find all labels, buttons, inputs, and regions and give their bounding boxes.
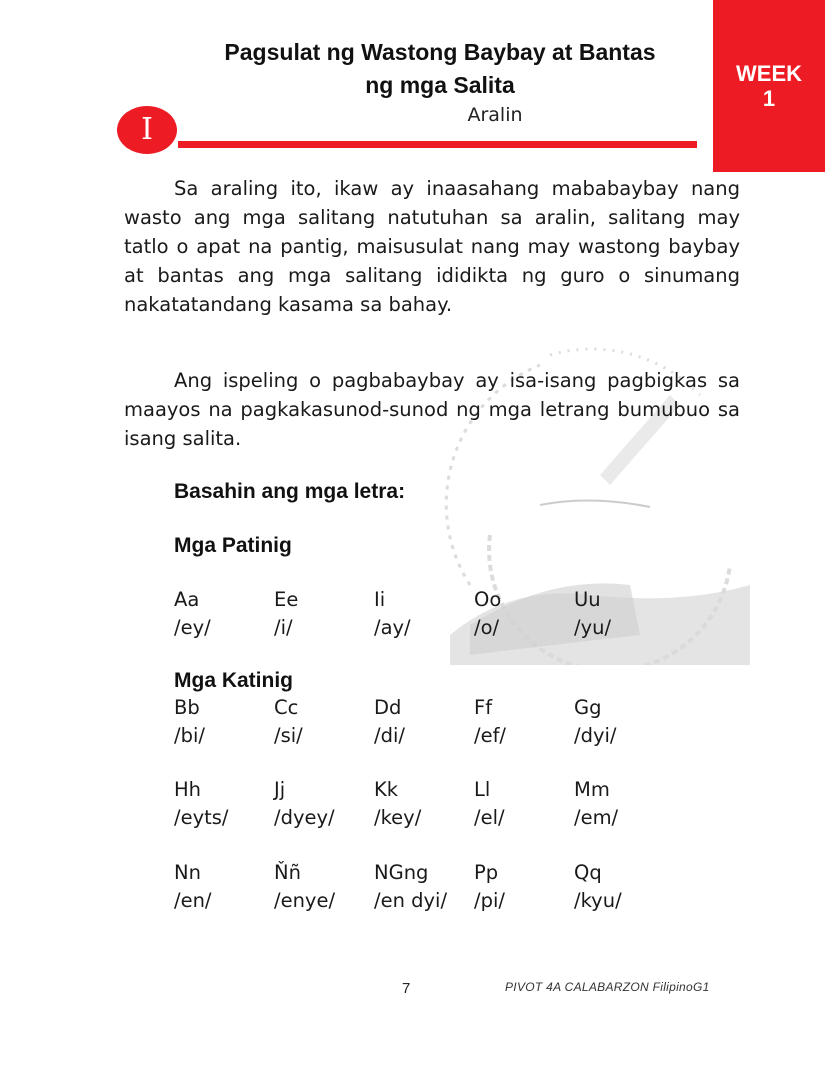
section-marker: I (117, 106, 177, 154)
consonant-sound: /em/ (574, 806, 619, 829)
consonant-sound: /kyu/ (574, 889, 622, 912)
definition-paragraph: Ang ispeling o pagbabaybay ay isa-isang pagbigkas sa maayos na pagkakasunod-sunod ng mga letrang bumubuo sa isang salita. (124, 369, 740, 450)
vowel-letter: Ii (374, 588, 386, 611)
lesson-subtitle: Aralin (467, 104, 523, 126)
title-line-2: ng mga Salita (365, 72, 515, 98)
consonant-letter: Cc (274, 696, 299, 719)
consonant-sound: /ef/ (474, 724, 507, 747)
header-divider (178, 141, 697, 148)
consonant-letter: Mm (574, 778, 610, 801)
consonant-letter: Bb (174, 696, 200, 719)
consonant-sound: /en dyi/ (374, 889, 448, 912)
consonant-sound: /el/ (474, 806, 505, 829)
consonant-letter: Kk (374, 778, 399, 801)
consonant-sound: /key/ (374, 806, 422, 829)
consonant-letter: Jj (274, 778, 286, 801)
consonant-letter: Ll (474, 778, 491, 801)
page-number: 7 (402, 980, 411, 997)
consonant-letter: Ff (474, 696, 493, 719)
consonant-letter: Qq (574, 861, 602, 884)
vowels-heading: Mga Patinig (174, 534, 292, 557)
instruction-heading: Basahin ang mga letra: (174, 480, 406, 503)
vowel-sound: /o/ (474, 616, 500, 639)
vowel-letter: Aa (174, 588, 200, 611)
consonant-sound: /si/ (274, 724, 303, 747)
consonant-letter: Nn (174, 861, 201, 884)
consonant-sound: /di/ (374, 724, 405, 747)
week-badge (713, 0, 825, 172)
consonant-sound: /enye/ (274, 889, 336, 912)
footer-source: PIVOT 4A CALABARZON FilipinoG1 (505, 980, 710, 994)
consonant-letter: Dd (374, 696, 402, 719)
vowel-sound: /ey/ (174, 616, 211, 639)
consonant-sound: /pi/ (474, 889, 505, 912)
consonant-sound: /dyi/ (574, 724, 617, 747)
vowel-sound: /i/ (274, 616, 293, 639)
consonant-sound: /en/ (174, 889, 212, 912)
page-title (170, 36, 710, 102)
week-number: 1 (762, 86, 776, 111)
consonant-letter: NGng (374, 861, 429, 884)
vowel-letter: Uu (574, 588, 601, 611)
intro-paragraph: Sa araling ito, ikaw ay inaasahang mababaybay nang wasto ang mga salitang natutuhan sa aralin, salitang may tatlo o apat na pantig, maisusulat nang may wastong baybay at bantas ang mga salitang ididikta ng guro o sinumang nakatatandang kasama sa bahay. (124, 177, 740, 316)
vowel-sound: /ay/ (374, 616, 411, 639)
consonant-sound: /bi/ (174, 724, 205, 747)
consonant-sound: /eyts/ (174, 806, 229, 829)
consonant-letter: Gg (574, 696, 602, 719)
consonant-letter: Pp (474, 861, 499, 884)
vowel-letter: Ee (274, 588, 299, 611)
vowel-sound: /yu/ (574, 616, 612, 639)
consonant-letter: Ňñ (274, 861, 301, 884)
consonants-heading: Mga Katinig (174, 669, 293, 692)
consonant-letter: Hh (174, 778, 202, 801)
vowel-letter: Oo (474, 588, 502, 611)
title-line-1: Pagsulat ng Wastong Baybay at Bantas (224, 39, 656, 65)
consonant-sound: /dyey/ (274, 806, 335, 829)
week-label: WEEK (736, 61, 802, 86)
